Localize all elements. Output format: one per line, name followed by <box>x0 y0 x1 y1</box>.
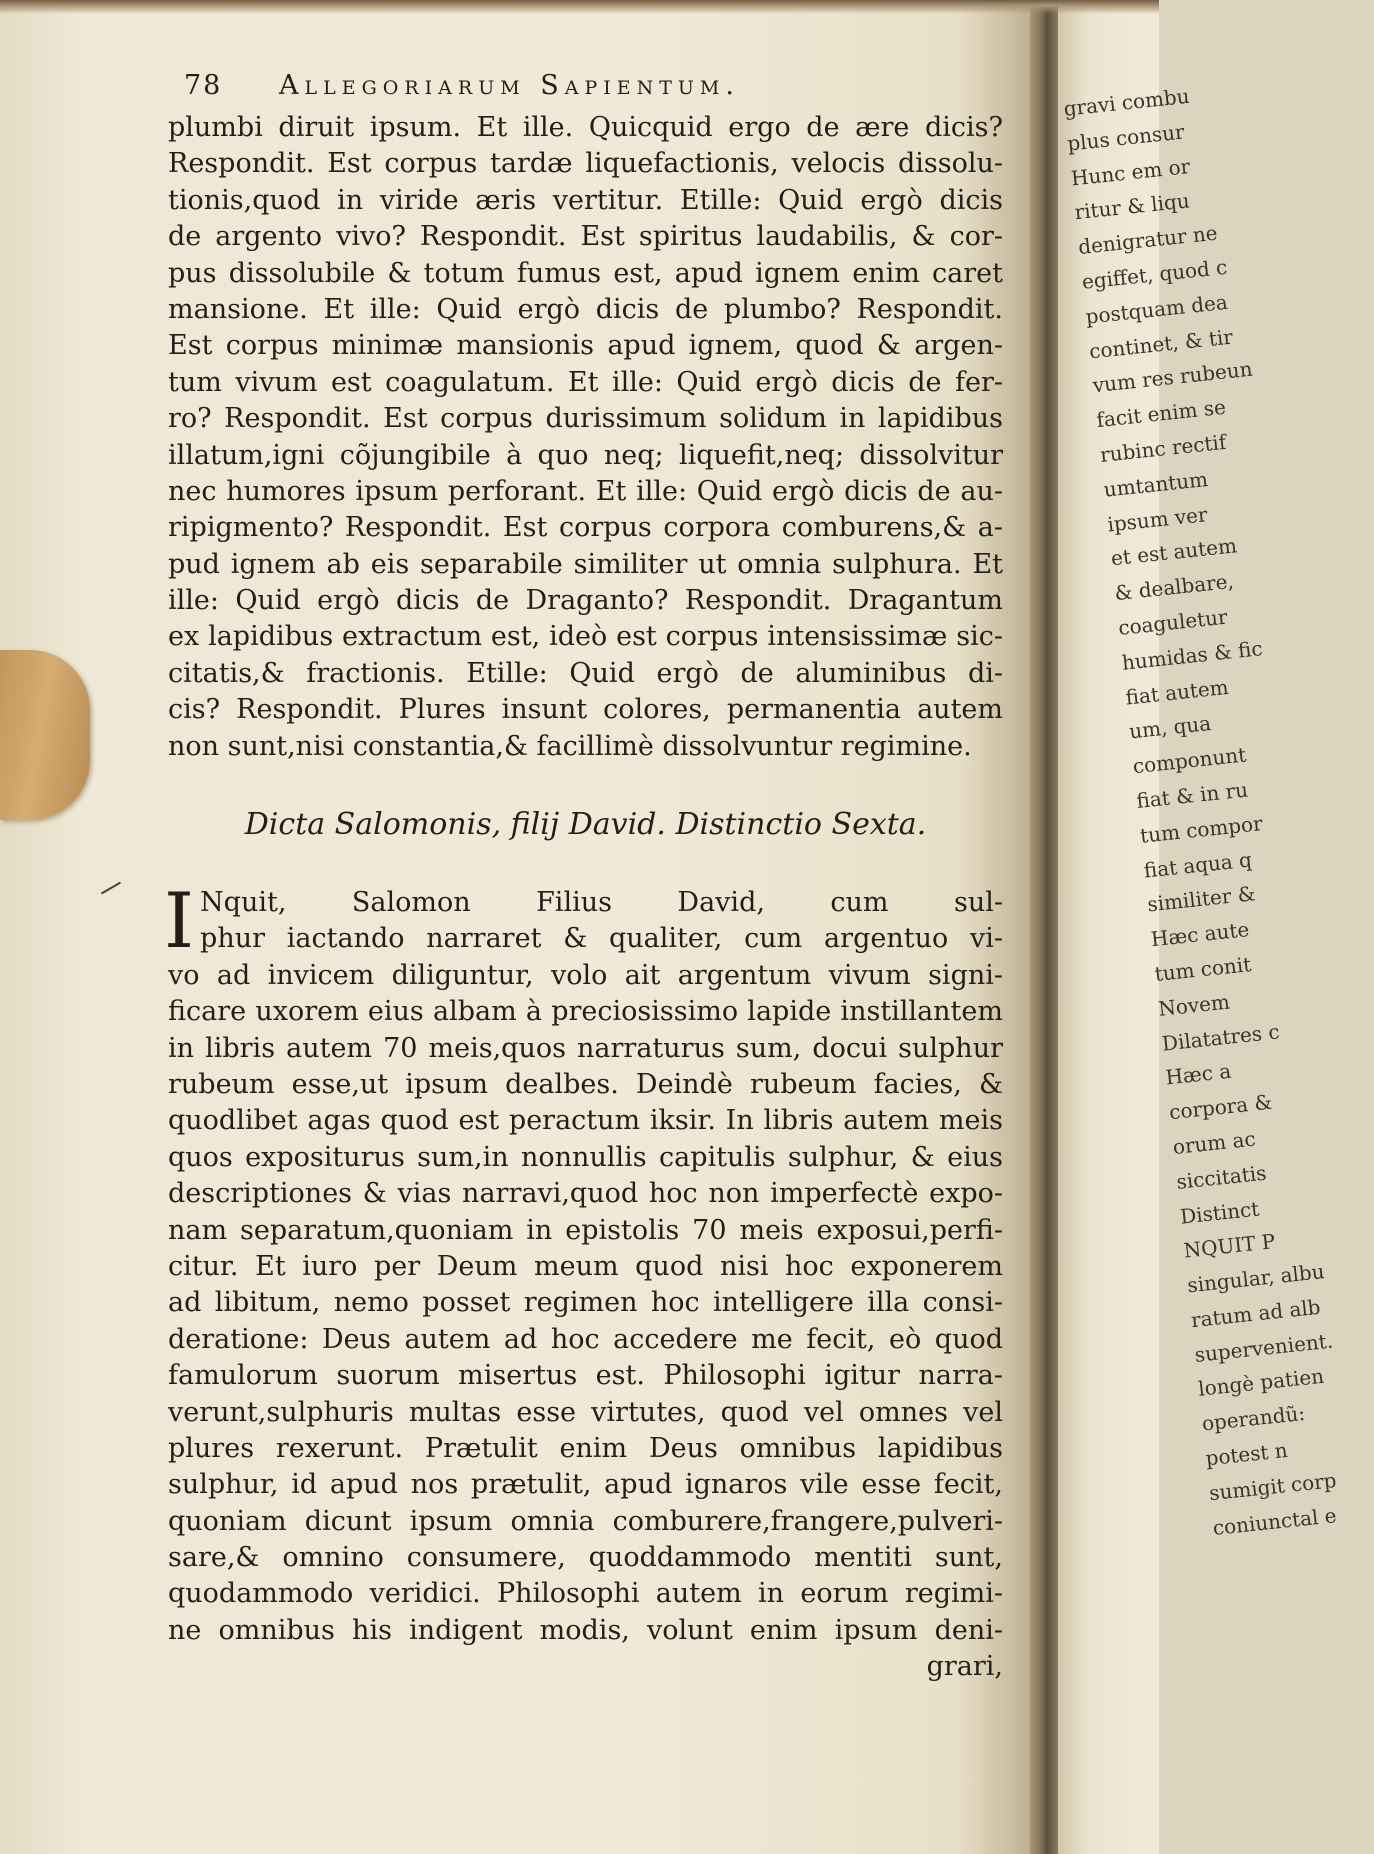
facing-page-line: coaguletur <box>1117 604 1229 640</box>
facing-page-line: orum ac <box>1171 1126 1257 1160</box>
facing-page-line: denigratur ne <box>1077 220 1219 260</box>
paragraph1-line: non sunt,nisi constantia,& facillimè dissolvuntur regimine. <box>168 730 972 762</box>
paragraph2-line: famulorum suorum misertus est. Philosophi igitur narra- <box>168 1360 1003 1392</box>
facing-page-line: postquam dea <box>1084 289 1229 329</box>
facing-page-line: ritur & liqu <box>1073 188 1191 225</box>
facing-page-line: fiat aqua q <box>1142 846 1253 883</box>
paragraph1-line: pus dissolubile & totum fumus est, apud ignem enim caret <box>168 257 1003 289</box>
facing-page-line: longè patien <box>1197 1364 1326 1402</box>
catchword: grari, <box>926 1651 1003 1683</box>
facing-page-line: & dealbare, <box>1113 568 1235 606</box>
paragraph2-line: ad libitum, nemo posset regimen hoc intelligere illa consi- <box>168 1287 1003 1319</box>
paragraph2-line: in libris autem 70 meis,quos narraturus sum, docui sulphur <box>168 1032 1003 1064</box>
page-text-block <box>164 70 1003 1686</box>
section-title: Dicta Salomonis, filij David. Distinctio Sexta. <box>244 807 927 843</box>
paragraph2-line: vo ad invicem diliguntur, volo ait argentum vivum signi- <box>168 959 1003 991</box>
drop-initial: I <box>164 876 195 966</box>
paragraph2-line: sare,& omnino consumere, quoddammodo mentiti sunt, <box>168 1542 1003 1574</box>
facing-page-line: et est autem <box>1109 533 1238 571</box>
facing-page-line: Dilatatres c <box>1160 1019 1281 1056</box>
paragraph2-line: Nquit, Salomon Filius David, cum sul- <box>200 887 1003 919</box>
paragraph1-line: pud ignem ab eis separabile similiter ut omnia sulphura. Et <box>168 548 1003 580</box>
paragraph2-line: quodammodo veridici. Philosophi autem in eorum regimi- <box>168 1578 1003 1610</box>
facing-page-line: egiffet, quod c <box>1080 254 1229 294</box>
paragraph1-line: mansione. Et ille: Quid ergò dicis de plumbo? Respondit. <box>168 293 1003 325</box>
facing-page-line: ipsum ver <box>1106 501 1209 537</box>
paragraph2-line: deratione: Deus autem ad hoc accedere me fecit, eò quod <box>168 1323 1003 1355</box>
facing-page-line: Novem <box>1157 989 1231 1021</box>
paragraph1-line: tionis,quod in viride æris vertitur. Etille: Quid ergò dicis <box>168 184 1003 216</box>
facing-page-line: gravi combu <box>1062 83 1191 121</box>
facing-page-line: similiter & <box>1146 881 1257 917</box>
facing-page-line: coniunctal e <box>1211 1502 1338 1540</box>
paragraph1-line: ro? Respondit. Est corpus durissimum solidum in lapidibus <box>168 403 1003 435</box>
facing-page-line: siccitatis <box>1175 1160 1268 1194</box>
paragraph1-line: ex lapidibus extractum est, ideò est corpus intensissimæ sic- <box>168 621 1003 653</box>
paragraph2-line: verunt,sulphuris multas esse virtutes, quod vel omnes vel <box>168 1396 1003 1428</box>
paragraph1-line: Respondit. Est corpus tardæ liquefactionis, velocis dissolu- <box>168 148 1003 180</box>
facing-page-line: humidas & fic <box>1120 635 1264 675</box>
paragraph1-line: cis? Respondit. Plures insunt colores, permanentia autem <box>168 694 1003 726</box>
paragraph-2 <box>164 876 1003 1649</box>
facing-page-line: operandũ: <box>1200 1401 1307 1436</box>
facing-page-text <box>1062 82 1338 1546</box>
facing-page-line: Hæc a <box>1164 1059 1233 1090</box>
running-title: Allegoriarum Sapientum. <box>279 70 740 101</box>
facing-page-line: tum conit <box>1153 952 1253 986</box>
paragraph1-line: nec humores ipsum perforant. Et ille: Quid ergò dicis de au- <box>168 475 1003 507</box>
paragraph2-line: ficare uxorem eius albam à preciosissimo lapide instillantem <box>168 996 1003 1028</box>
facing-page-line: NQUIT P <box>1182 1229 1277 1263</box>
paragraph2-line: nam separatum,quoniam in epistolis 70 meis exposui,perfi- <box>168 1214 1003 1246</box>
facing-page-line: fiat & in ru <box>1135 777 1250 813</box>
facing-page-line: continet, & tir <box>1087 324 1234 364</box>
paragraph2-line: quos expositurus sum,in nonnullis capitulis sulphur, & eius <box>168 1141 1003 1173</box>
running-header <box>184 70 1003 110</box>
facing-page-line: Distinct <box>1178 1196 1261 1229</box>
book-gutter <box>1030 0 1060 1854</box>
paragraph2-line: phur iactando narraret & qualiter, cum argentuo vi- <box>200 923 1003 955</box>
facing-page-line: vum res rubeun <box>1091 357 1254 398</box>
facing-page-line: supervenient. <box>1193 1328 1335 1367</box>
paragraph1-line: illatum,igni cõjungibile à quo neq; liquefit,neq; dissolvitur <box>168 439 1003 471</box>
facing-page-line: facit enim se <box>1095 394 1227 433</box>
paragraph1-line: citatis,& fractionis. Etille: Quid ergò de aluminibus di- <box>168 657 1003 689</box>
paragraph2-line: plures rexerunt. Prætulit enim Deus omnibus lapidibus <box>168 1432 1003 1464</box>
paragraph-1 <box>168 110 1003 765</box>
paragraph2-line: sulphur, id apud nos prætulit, apud ignaros vile esse fecit, <box>168 1469 1003 1501</box>
page-top-edge <box>0 0 1159 14</box>
facing-page-line: Hunc em or <box>1069 153 1192 191</box>
facing-page-line: sumigit corp <box>1208 1467 1338 1506</box>
paragraph2-line: descriptiones & vias narravi,quod hoc non imperfectè expo- <box>168 1178 1003 1210</box>
facing-page-line: potest n <box>1204 1438 1289 1471</box>
facing-page-line: singular, albu <box>1186 1259 1326 1298</box>
paragraph1-line: ripigmento? Respondit. Est corpus corpora comburens,& a- <box>168 512 1003 544</box>
paragraph1-line: Est corpus minimæ mansionis apud ignem, quod & argen- <box>168 330 1003 362</box>
paragraph2-line: quodlibet agas quod est peractum iksir. In libris autem meis <box>168 1105 1003 1137</box>
facing-page-line: tum compor <box>1138 810 1264 848</box>
facing-page-line: componunt <box>1131 742 1248 779</box>
facing-page-line: plus consur <box>1066 119 1186 156</box>
paragraph1-line: de argento vivo? Respondit. Est spiritus laudabilis, & cor- <box>168 221 1003 253</box>
paragraph1-line: plumbi diruit ipsum. Et ille. Quicquid ergo de ære dicis? <box>168 112 1003 143</box>
paragraph2-line: citur. Et iuro per Deum meum quod nisi hoc exponerem <box>168 1250 1003 1282</box>
paper-tab-marker <box>0 650 90 820</box>
facing-page-line: um, qua <box>1127 711 1213 744</box>
facing-page-line: corpora & <box>1168 1089 1274 1125</box>
paragraph2-line: ne omnibus his indigent modis, volunt enim ipsum deni- <box>168 1614 1003 1646</box>
paragraph1-line: tum vivum est coagulatum. Et ille: Quid ergò dicis de fer- <box>168 366 1003 398</box>
page-number: 78 <box>184 70 223 101</box>
paragraph2-line: quoniam dicunt ipsum omnia comburere,frangere,pulveri- <box>168 1505 1003 1537</box>
facing-page-line: Hæc aute <box>1149 917 1251 952</box>
facing-page-line: rubinc rectif <box>1098 429 1228 467</box>
facing-page-line: ratum ad alb <box>1189 1294 1322 1333</box>
facing-page-line: fiat autem <box>1124 674 1230 710</box>
facing-page-line: umtantum <box>1102 466 1210 502</box>
paragraph1-line: ille: Quid ergò dicis de Draganto? Respondit. Dragantum <box>168 585 1003 617</box>
paragraph2-line: rubeum esse,ut ipsum dealbes. Deindè rubeum facies, & <box>168 1068 1003 1100</box>
facing-page-edge <box>1058 0 1338 1854</box>
